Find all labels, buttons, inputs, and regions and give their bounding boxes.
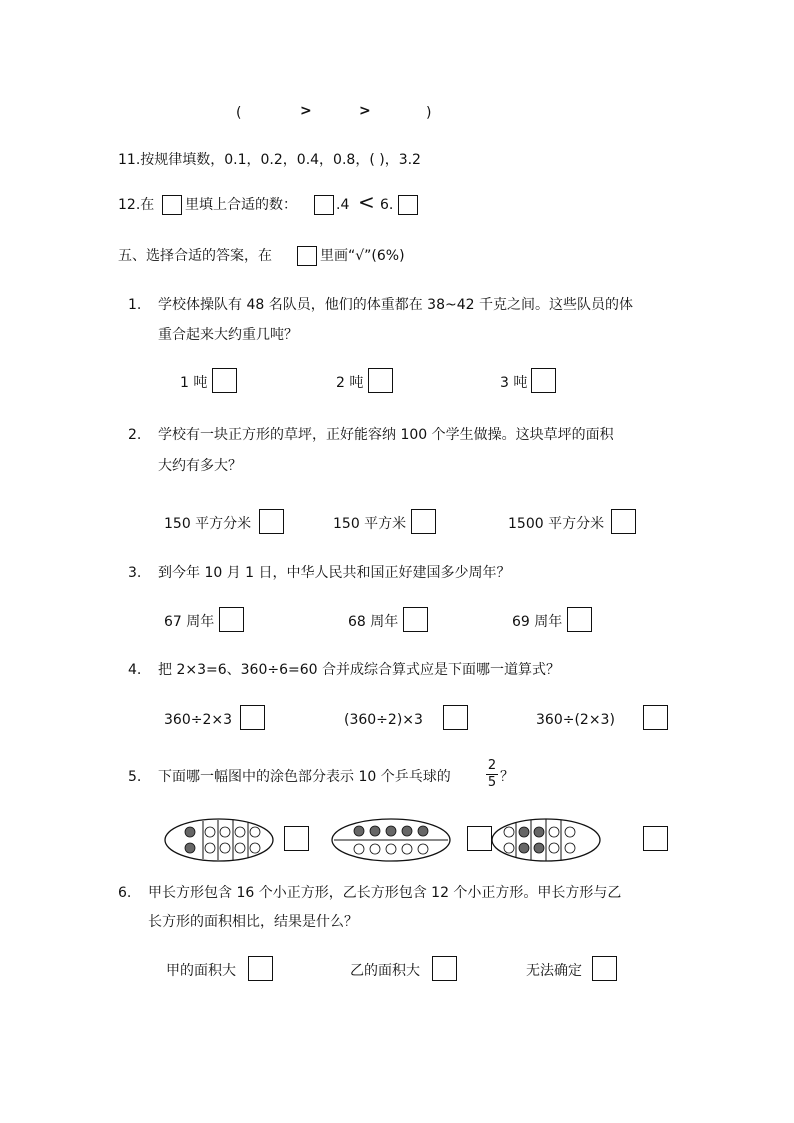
answer-box[interactable] xyxy=(162,195,182,215)
question-number: 6. xyxy=(118,885,132,901)
answer-box[interactable] xyxy=(398,195,418,215)
fraction-numerator: 2 xyxy=(487,758,497,773)
answer-box[interactable] xyxy=(212,368,237,393)
option-label: 150 平方分米 xyxy=(164,516,252,532)
answer-box[interactable] xyxy=(467,826,492,851)
question-text: 长方形的面积相比，结果是什么？ xyxy=(148,914,358,930)
option-label: 69 周年 xyxy=(512,614,563,630)
answer-box[interactable] xyxy=(432,956,457,981)
option-label: (360÷2)×3 xyxy=(344,712,423,728)
option-label: 360÷(2×3) xyxy=(536,712,615,728)
question-text: 到今年 10 月 1 日，中华人民共和国正好建国多少周年？ xyxy=(158,565,511,581)
answer-box[interactable] xyxy=(259,509,284,534)
question-text: 大约有多大？ xyxy=(158,458,242,474)
question-number: 1. xyxy=(128,297,142,313)
option-label: 1 吨 xyxy=(180,375,208,391)
option-label: 甲的面积大 xyxy=(166,963,236,979)
answer-box[interactable] xyxy=(248,956,273,981)
answer-box[interactable] xyxy=(567,607,592,632)
answer-box[interactable] xyxy=(443,705,468,730)
greater-than-sign: > xyxy=(359,103,371,119)
answer-box[interactable] xyxy=(368,368,393,393)
question-12-dot4: .4 xyxy=(336,197,350,213)
answer-box[interactable] xyxy=(284,826,309,851)
question-12-mid: 里填上合适的数： xyxy=(185,197,297,213)
question-number: 2. xyxy=(128,427,142,443)
option-label: 乙的面积大 xyxy=(350,963,420,979)
answer-box[interactable] xyxy=(611,509,636,534)
answer-box[interactable] xyxy=(297,246,317,266)
question-text: 学校有一块正方形的草坪，正好能容纳 100 个学生做操。这块草坪的面积 xyxy=(158,427,614,443)
less-than-sign: < xyxy=(358,190,375,214)
option-label: 无法确定 xyxy=(526,963,582,979)
answer-box[interactable] xyxy=(219,607,244,632)
question-number: 5. xyxy=(128,769,142,785)
open-paren: ( xyxy=(236,105,242,121)
ball-figure-a xyxy=(163,817,275,863)
fraction-denominator: 5 xyxy=(487,775,497,790)
option-label: 150 平方米 xyxy=(333,516,407,532)
ball-figure-c xyxy=(490,817,602,863)
ball-figure-b xyxy=(330,817,452,863)
option-label: 2 吨 xyxy=(336,375,364,391)
close-paren: ) xyxy=(426,105,432,121)
answer-box[interactable] xyxy=(531,368,556,393)
option-label: 360÷2×3 xyxy=(164,712,232,728)
question-11: 11.按规律填数，0.1，0.2，0.4，0.8，( )，3.2 xyxy=(118,152,421,168)
question-12-six: 6. xyxy=(380,197,394,213)
answer-box[interactable] xyxy=(592,956,617,981)
greater-than-sign: > xyxy=(300,103,312,119)
question-number: 3. xyxy=(128,565,142,581)
section-5-suffix: 里画“√”(6%) xyxy=(320,248,405,264)
question-text: 把 2×3=6、360÷6=60 合并成综合算式应是下面哪一道算式？ xyxy=(158,662,560,678)
question-12-prefix: 12.在 xyxy=(118,197,155,213)
option-label: 3 吨 xyxy=(500,375,528,391)
question-text: 重合起来大约重几吨？ xyxy=(158,327,298,343)
answer-box[interactable] xyxy=(403,607,428,632)
question-number: 4. xyxy=(128,662,142,678)
answer-box[interactable] xyxy=(314,195,334,215)
fraction xyxy=(486,759,498,790)
question-text: 学校体操队有 48 名队员，他们的体重都在 38~42 千克之间。这些队员的体 xyxy=(158,297,633,313)
option-label: 67 周年 xyxy=(164,614,215,630)
answer-box[interactable] xyxy=(643,826,668,851)
answer-box[interactable] xyxy=(643,705,668,730)
question-text: ？ xyxy=(500,769,514,785)
question-text: 甲长方形包含 16 个小正方形，乙长方形包含 12 个小正方形。甲长方形与乙 xyxy=(148,885,622,901)
section-5-prefix: 五、选择合适的答案，在 xyxy=(118,248,272,264)
option-label: 1500 平方分米 xyxy=(508,516,605,532)
answer-box[interactable] xyxy=(411,509,436,534)
option-label: 68 周年 xyxy=(348,614,399,630)
question-text: 下面哪一幅图中的涂色部分表示 10 个乒乓球的 xyxy=(158,769,451,785)
answer-box[interactable] xyxy=(240,705,265,730)
